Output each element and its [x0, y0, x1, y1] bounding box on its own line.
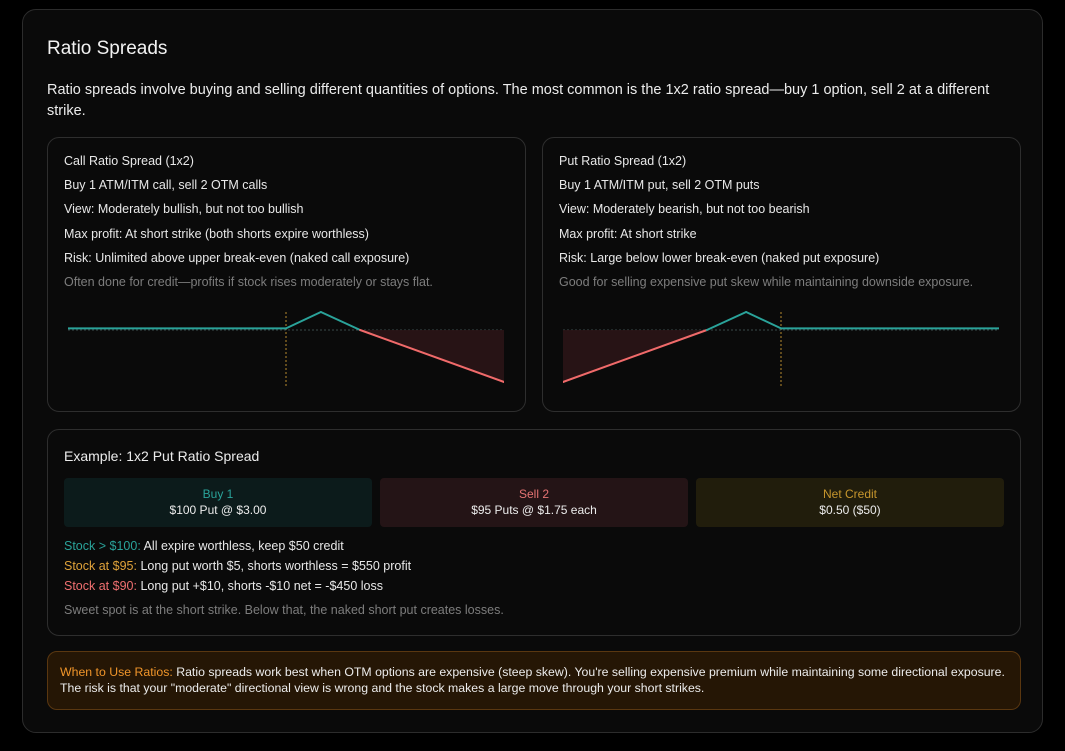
sell-leg-label: Sell 2 [518, 487, 550, 501]
scenario-above-100 [64, 539, 344, 553]
put-card-view: View: Moderately bearish, but not too bearish [559, 202, 810, 216]
put-ratio-card [542, 137, 1021, 412]
call-card-risk: Risk: Unlimited above upper break-even (naked call exposure) [64, 251, 410, 265]
scenario-at-95 [64, 559, 411, 573]
section-intro: Ratio spreads involve buying and selling different quantities of options. The most common is the 1x2 ratio spread—buy 1 option, sell 2 at a different strike. [47, 82, 990, 119]
buy-leg-label: Buy 1 [202, 487, 234, 501]
scenario-text: All expire worthless, keep $50 credit [143, 539, 344, 553]
ratio-spreads-panel [22, 9, 1043, 733]
call-card-setup: Buy 1 ATM/ITM call, sell 2 OTM calls [64, 178, 268, 192]
sell-leg-value: $95 Puts @ $1.75 each [471, 503, 597, 517]
call-card-title: Call Ratio Spread (1x2) [64, 154, 194, 168]
scenario-text: Long put worth $5, shorts worthless = $550 profit [140, 559, 412, 573]
put-card-risk: Risk: Large below lower break-even (naked put exposure) [559, 251, 880, 265]
payoff-segment [286, 312, 321, 328]
payoff-segment [321, 312, 360, 330]
when-to-use-callout [47, 651, 1021, 710]
scenario-tag: Stock at $90: [64, 579, 137, 593]
callout-lead: When to Use Ratios: [60, 665, 173, 679]
call-card-max-profit: Max profit: At short strike (both shorts expire worthless) [64, 227, 369, 241]
example-card [47, 429, 1021, 636]
scenario-tag: Stock > $100: [64, 539, 141, 553]
net-credit-box [696, 478, 1004, 527]
call-ratio-card [47, 137, 526, 412]
put-card-title: Put Ratio Spread (1x2) [559, 154, 687, 168]
buy-leg-value: $100 Put @ $3.00 [169, 503, 267, 517]
sell-leg-box [380, 478, 688, 527]
buy-leg-box [64, 478, 372, 527]
put-payoff-chart [563, 304, 999, 388]
scenario-at-90 [64, 579, 383, 593]
payoff-segment [746, 312, 781, 328]
payoff-segment [707, 312, 746, 330]
example-note: Sweet spot is at the short strike. Below that, the naked short put creates losses. [64, 603, 504, 617]
put-card-max-profit: Max profit: At short strike [559, 227, 697, 241]
call-card-view: View: Moderately bullish, but not too bullish [64, 202, 304, 216]
put-card-setup: Buy 1 ATM/ITM put, sell 2 OTM puts [559, 178, 760, 192]
scenario-tag: Stock at $95: [64, 559, 137, 573]
section-title: Ratio Spreads [47, 38, 168, 59]
call-card-note: Often done for credit—profits if stock rises moderately or stays flat. [64, 275, 433, 289]
put-card-note: Good for selling expensive put skew while maintaining downside exposure. [559, 275, 974, 289]
callout-text: Ratio spreads work best when OTM options are expensive (steep skew). You're selling expensive premium while maintaining some directional exposure. The risk is that your "moderate" directional view is wrong and the stock makes a large move through your short strikes. [60, 665, 1005, 695]
call-payoff-chart [68, 304, 504, 388]
net-credit-label: Net Credit [822, 487, 878, 501]
scenario-text: Long put +$10, shorts -$10 net = -$450 loss [140, 579, 383, 593]
net-credit-value: $0.50 ($50) [819, 503, 881, 517]
example-title: Example: 1x2 Put Ratio Spread [64, 448, 260, 464]
